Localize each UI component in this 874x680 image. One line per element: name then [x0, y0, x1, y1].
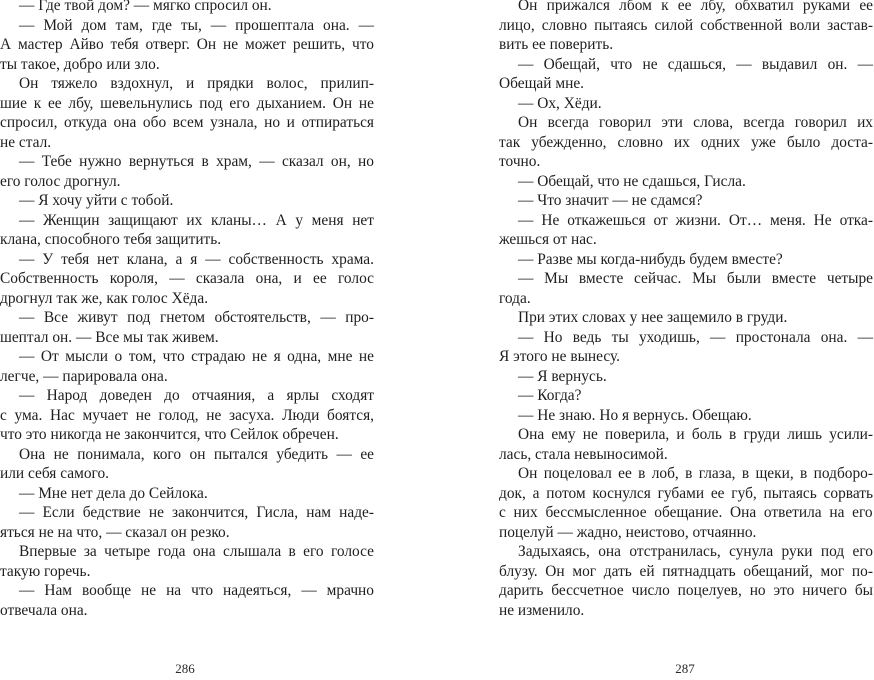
text-line: — Разве мы когда-нибудь будем вместе? [518, 250, 783, 268]
text-line: — Не знаю. Но я вернусь. Обещаю. [518, 406, 752, 424]
text-line: с них бессмысленное обещание. Она ответила на его [499, 504, 873, 521]
text-line: При этих словах у нее защемило в груди. [518, 309, 788, 326]
text-line: Я этого не вынесу. [499, 348, 621, 365]
right-page-number: 287 [675, 661, 695, 676]
text-line: — Ох, Хёди. [518, 94, 602, 112]
text-line: не изменило. [499, 601, 585, 619]
right-page [499, 0, 873, 620]
text-line: шептал он. — Все мы так живем. [0, 328, 219, 346]
text-line: легче, — парировала она. [0, 367, 168, 385]
text-line: Собственность короля, — сказала она, и ее голос [0, 270, 374, 287]
text-line: дарить бессчетное число поцелуев, но это ничего бы [499, 582, 873, 599]
text-line: Она ему не поверила, и боль в груди лишь усили- [518, 426, 873, 443]
text-line: Он поцеловал ее в лоб, в глаза, в щеки, в подборо- [518, 465, 873, 482]
text-line: так убежденно, словно их одних уже было доста- [499, 133, 873, 151]
text-line: что это никогда не закончится, что Сейлок обречен. [0, 426, 339, 443]
text-line: такую горечь. [0, 562, 91, 580]
text-line: Обещай мне. [499, 75, 584, 92]
text-line: или себя самого. [0, 465, 109, 482]
text-line: — От мысли о том, что страдаю не я одна, мне не [19, 348, 374, 365]
text-line: вить ее поверить. [499, 36, 614, 53]
text-line: — Женщин защищают их кланы… А у меня нет [19, 211, 374, 229]
text-line: с ума. Нас мучает не голод, не засуха. Люди боятся, [0, 406, 374, 424]
text-line: поцелуй — жадно, неистово, отчаянно. [499, 523, 757, 541]
text-line: — Тебе нужно вернуться в храм, — сказал он, но [19, 153, 374, 170]
text-line: лицо, словно пытаясь силой собственной воли застав- [499, 16, 873, 34]
text-line: Она не понимала, кого он пытался убедить — ее [19, 445, 374, 463]
text-line: — Обещай, что не сдашься, Гисла. [518, 172, 746, 190]
text-line: — Когда? [518, 387, 582, 404]
text-line: шие к ее лбу, шевельнулись под его дыханием. Он не [0, 94, 374, 112]
text-line: — Обещай, что не сдашься, — выдавил он. — [518, 55, 873, 73]
text-line: не стал. [0, 133, 52, 151]
text-line: Он прижался лбом к ее лбу, обхватил руками ее [518, 0, 873, 14]
text-line: док, а потом коснулся губами ее губ, пытаясь сорвать [499, 484, 873, 502]
text-line: точно. [499, 153, 541, 170]
text-line: Он тяжело вздохнул, и прядки волос, прилип- [19, 75, 374, 92]
text-line: — Где твой дом? — мягко спросил он. [19, 0, 272, 14]
text-line: дрогнул так же, как голос Хёда. [0, 289, 209, 307]
text-line: жешься от нас. [499, 231, 597, 248]
text-line: его голос дрогнул. [0, 172, 121, 190]
text-line: — Что значит — не сдамся? [518, 192, 703, 209]
text-line: — У тебя нет клана, а я — собственность храма. [19, 250, 374, 268]
left-page-number: 286 [175, 661, 195, 676]
text-line: — Мой дом там, где ты, — прошептала она. — [19, 16, 374, 34]
text-line: — Но ведь ты уходишь, — простонала она. — [518, 328, 873, 346]
text-line: Задыхаясь, она отстранилась, сунула руки под его [518, 543, 873, 560]
text-line: — Все живут под гнетом обстоятельств, — про- [19, 309, 374, 326]
text-line: — Нам вообще не на что надеяться, — мрачно [19, 582, 374, 599]
text-line: Впервые за четыре года она слышала в его голосе [19, 543, 374, 560]
left-page [0, 0, 374, 620]
text-line: — Народ доведен до отчаяния, а ярлы сходят [19, 387, 374, 404]
text-line: ты такое, добро или зло. [0, 55, 160, 73]
text-line: отвечала она. [0, 601, 88, 619]
text-line: — Если бедствие не закончится, Гисла, нам наде- [19, 504, 374, 521]
text-line: А мастер Айво тебя отверг. Он не может решить, что [0, 36, 374, 53]
text-line: — Мы вместе сейчас. Мы были вместе четыре [518, 270, 873, 287]
text-line: — Я вернусь. [518, 367, 607, 385]
text-line: Он всегда говорил эти слова, всегда говорил их [518, 114, 873, 131]
text-line: года. [499, 289, 531, 307]
text-line: — Не откажешься от жизни. От… меня. Не отка- [518, 211, 873, 229]
text-line: — Я хочу уйти с тобой. [19, 192, 174, 209]
text-line: клана, способного тебя защитить. [0, 231, 222, 248]
text-line: спросил, откуда она обо всем узнала, но и отпираться [0, 114, 374, 131]
text-line: лась, стала невыносимой. [499, 445, 668, 463]
text-line: блузу. Он мог дать ей пятнадцать обещаний, мог по- [499, 562, 873, 580]
text-line: яться не на что, — сказал он резко. [0, 523, 230, 541]
text-line: — Мне нет дела до Сейлока. [19, 484, 208, 502]
